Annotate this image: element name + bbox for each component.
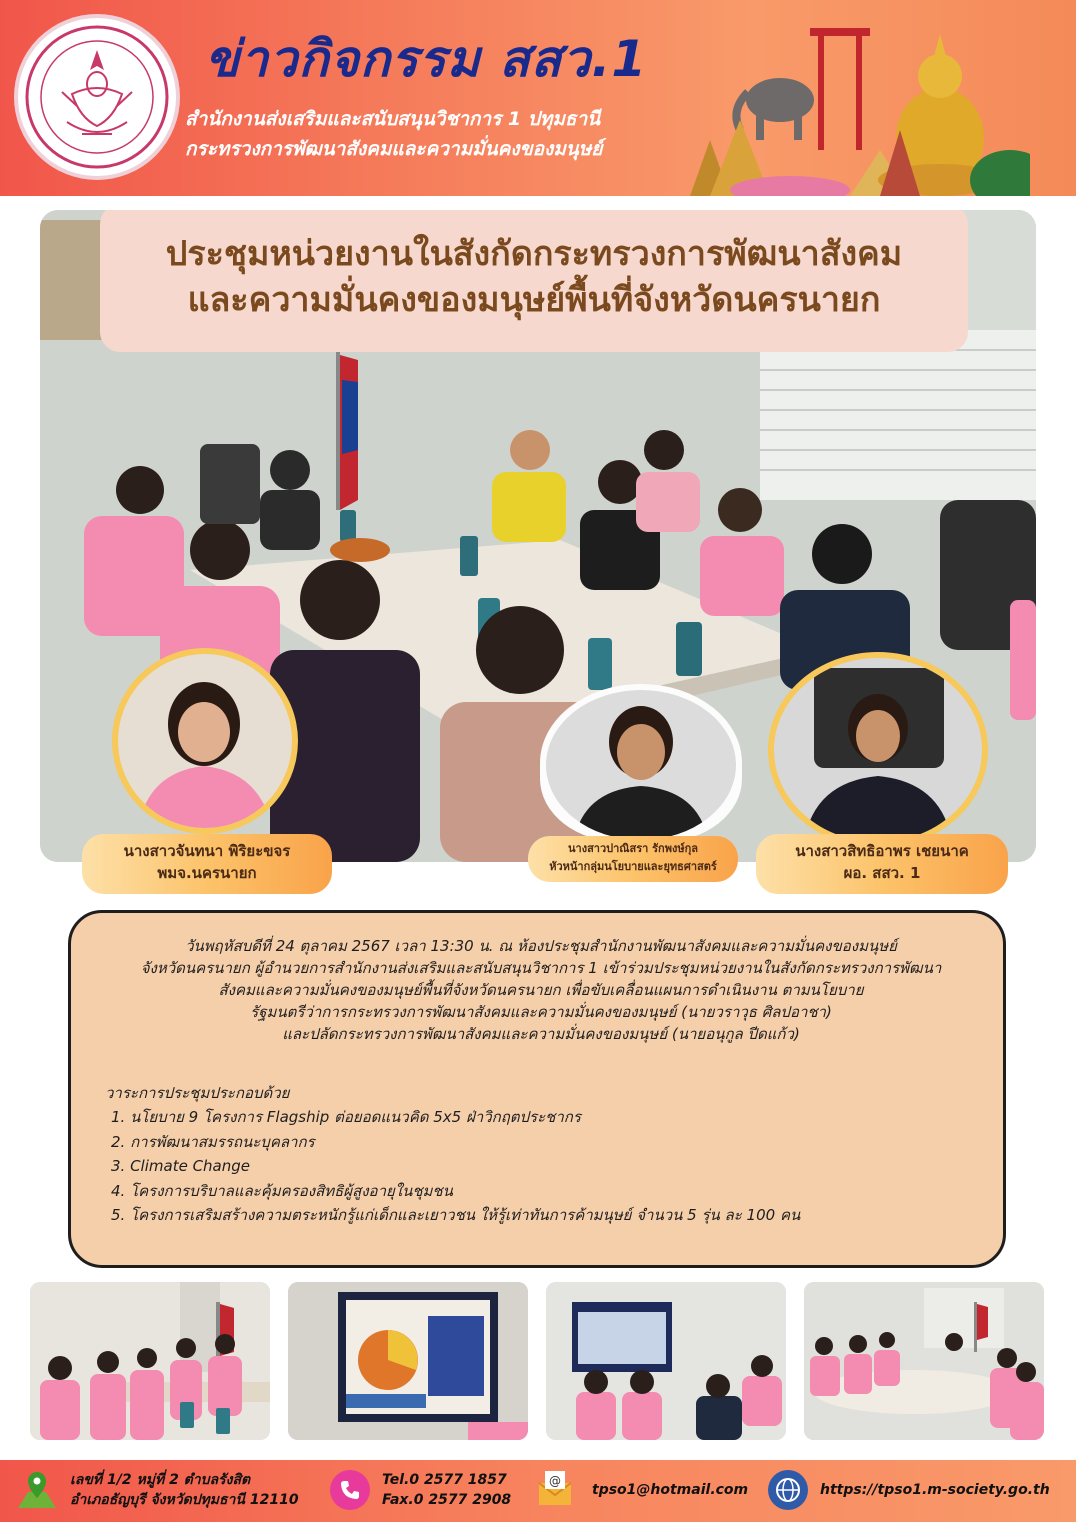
footer-fax: Fax.0 2577 2908 [382, 1492, 512, 1508]
description-line-5: และปลัดกระทรวงการพัฒนาสังคมและความมั่นคงของมนุษย์ (นายอนุกูล ปีดแก้ว) [282, 1025, 800, 1043]
portrait-1-position: พมจ.นครนายก [157, 864, 257, 882]
description-paragraph [101, 935, 981, 1045]
portrait-1-name: นางสาวจันทนา พิริยะขจร [123, 842, 291, 860]
portrait-2-position: หัวหน้ากลุ่มนโยบายและยุทธศาสตร์ [549, 860, 717, 873]
thumbnail-photo-2 [288, 1282, 528, 1440]
portrait-2-name: นางสาวปาณิสรา รักพงษ์กุล [568, 842, 698, 855]
header-subtitle-office: สำนักงานส่งเสริมและสนับสนุนวิชาการ 1 ปทุมธานี [185, 108, 601, 130]
agenda-item: 5. โครงการเสริมสร้างความตระหนักรู้แก่เด็กและเยาวชน ให้รู้เท่าทันการค้ามนุษย์ จำนวน 5 รุ่น ละ 100 คน [111, 1206, 801, 1224]
footer-email[interactable]: tpso1@hotmail.com [592, 1482, 749, 1498]
agenda-list [111, 1105, 800, 1228]
ministry-seal-icon [14, 14, 180, 180]
portrait-3-name: นางสาวสิทธิอาพร เชยนาค [795, 842, 969, 860]
description-line-2: จังหวัดนครนายก ผู้อำนวยการสำนักงานส่งเสริมและสนับสนุนวิชาการ 1 เข้าร่วมประชุมหน่วยงานในสังกัดกระทรวงการพัฒนา [140, 959, 942, 977]
name-tag-2 [528, 836, 738, 882]
hero-title-line1: ประชุมหน่วยงานในสังกัดกระทรวงการพัฒนาสังคม [165, 234, 903, 275]
footer-bar [0, 1460, 1076, 1522]
agenda-item: 3. Climate Change [111, 1157, 250, 1175]
portrait-2 [540, 684, 742, 842]
location-map-icon [16, 1468, 58, 1510]
portrait-1 [112, 648, 298, 834]
description-box [68, 910, 1006, 1268]
agenda-title: วาระการประชุมประกอบด้วย [105, 1084, 290, 1102]
footer-address-line2: อำเภอธัญบุรี จังหวัดปทุมธานี 12110 [70, 1492, 299, 1508]
portrait-3-photo [774, 658, 982, 842]
header-subtitle-ministry: กระทรวงการพัฒนาสังคมและความมั่นคงของมนุษย์ [185, 138, 603, 160]
thumbnail-photo-3 [546, 1282, 786, 1440]
footer-website[interactable]: https://tpso1.m-society.go.th [820, 1482, 1050, 1498]
description-line-1: วันพฤหัสบดีที่ 24 ตุลาคม 2567 เวลา 13:30 น. ณ ห้องประชุมสำนักงานพัฒนาสังคมและความมั่นคงของมนุษย์ [185, 937, 897, 955]
thumbnail-photo-4 [804, 1282, 1044, 1440]
agenda-item: 4. โครงการบริบาลและคุ้มครองสิทธิผู้สูงอายุในชุมชน [111, 1181, 453, 1200]
description-line-3: สังคมและความมั่นคงของมนุษย์พื้นที่จังหวัดนครนายก เพื่อขับเคลื่อนแผนการดำเนินงาน ตามนโยบาย [218, 981, 864, 999]
description-line-4: รัฐมนตรีว่าการกระทรวงการพัฒนาสังคมและความมั่นคงของมนุษย์ (นายวราวุธ ศิลปอาชา) [250, 1003, 832, 1021]
portrait-2-photo [546, 690, 736, 840]
svg-text:@: @ [549, 1474, 561, 1488]
portrait-3-position: ผอ. สสว. 1 [843, 864, 921, 882]
footer-contact [382, 1470, 511, 1510]
footer-address [70, 1470, 299, 1510]
meeting-photo [40, 210, 1036, 862]
agenda-item: 2. การพัฒนาสมรรถนะบุคลากร [111, 1132, 315, 1151]
hero-title-box [100, 210, 968, 352]
footer-address-line1: เลขที่ 1/2 หมู่ที่ 2 ตำบลรังสิต [70, 1472, 251, 1488]
landmarks-illustration [690, 10, 1030, 196]
phone-icon [330, 1470, 370, 1510]
hero-title-line2: และความมั่นคงของมนุษย์พื้นที่จังหวัดนครนายก [187, 280, 881, 320]
portrait-1-photo [118, 654, 292, 828]
header-title: ข่าวกิจกรรม สสว.1 [205, 30, 648, 88]
name-tag-1 [82, 834, 332, 894]
header-banner [0, 0, 1076, 196]
portrait-3 [768, 652, 988, 848]
thumbnail-photo-1 [30, 1282, 270, 1440]
name-tag-3 [756, 834, 1008, 894]
globe-icon [768, 1470, 808, 1510]
email-icon [534, 1468, 576, 1510]
agenda-item: 1. นโยบาย 9 โครงการ Flagship ต่อยอดแนวคิด 5x5 ฝ่าวิกฤตประชากร [111, 1108, 581, 1126]
footer-tel: Tel.0 2577 1857 [382, 1472, 507, 1488]
